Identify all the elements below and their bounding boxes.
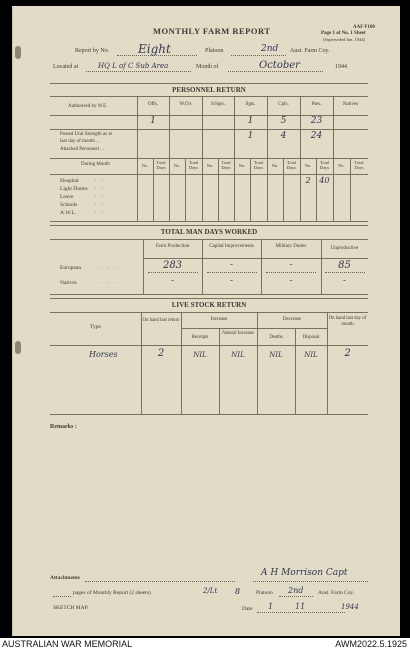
leader-dots: . . .	[101, 265, 118, 270]
col-header: Farm Production	[155, 244, 190, 249]
rule	[50, 225, 368, 226]
rule	[141, 312, 142, 414]
col-header: Capital Improvements	[209, 244, 254, 249]
report-by-label: Report by No.	[75, 48, 110, 54]
european-value: 85	[338, 260, 351, 271]
archive-credit-right: AWM2022.5.1925	[335, 639, 407, 649]
no-label: No.	[338, 163, 345, 168]
located-label: Located at	[53, 64, 79, 70]
livestock-value: NIL	[269, 351, 283, 359]
no-label: No.	[206, 163, 214, 168]
document-sheet	[12, 6, 400, 636]
livestock-value: NIL	[231, 351, 245, 359]
hospital-ptes-days: 40	[319, 176, 330, 185]
col-header: Unproductive	[330, 246, 359, 251]
row-label: Light Duties	[60, 186, 88, 192]
entry-line	[266, 272, 316, 273]
date-day: 1	[268, 602, 274, 611]
archive-credit-bar	[0, 638, 410, 653]
pages-text: pages of Monthly Report (2 sheets)	[73, 590, 151, 596]
form-title: MONTHLY FARM REPORT	[153, 26, 271, 36]
rule	[50, 96, 368, 97]
sig-number: 8	[235, 587, 241, 596]
rule	[50, 345, 368, 346]
rule	[169, 96, 170, 221]
livestock-type-value: Horses	[89, 350, 118, 359]
attachments-label: Attachments	[50, 575, 80, 581]
livestock-value: NIL	[193, 351, 207, 359]
natives-value: -	[342, 276, 347, 286]
rule	[181, 328, 327, 329]
rule	[50, 294, 368, 295]
rule	[50, 158, 368, 159]
disposal-label: Disposal	[302, 335, 320, 340]
platoon-line	[231, 55, 286, 56]
unit-suffix: Aust. Farm Coy.	[290, 48, 330, 54]
rule	[50, 174, 368, 175]
date-line	[257, 612, 345, 613]
leader-dots: . .	[95, 178, 105, 183]
rule	[137, 96, 138, 221]
no-label: No.	[271, 163, 279, 168]
attached-label: Attached Personnel . .	[60, 147, 105, 152]
posted-value: 1	[247, 131, 254, 141]
entry-line	[325, 272, 365, 273]
rule	[257, 312, 258, 414]
entry-line	[148, 272, 198, 273]
receipts-label: Receipts	[191, 335, 209, 340]
natural-increase-label: Natural Increase	[222, 331, 254, 336]
leader-dots: . .	[95, 186, 105, 191]
rule	[295, 328, 296, 414]
platoon-line	[279, 596, 313, 597]
rule	[50, 298, 368, 299]
footer-platoon-value: 2nd	[288, 586, 304, 595]
natives-label: Natives	[60, 280, 77, 286]
leader-dots: . .	[95, 194, 105, 199]
row-label: A.W.L.	[60, 210, 77, 216]
pages-line	[53, 596, 71, 597]
authorised-value: 1	[247, 116, 254, 126]
rule	[333, 96, 334, 221]
natives-value: -	[170, 276, 175, 286]
rule	[234, 96, 235, 221]
signature-line	[253, 581, 368, 582]
total-days-label: Total Days	[354, 160, 364, 170]
form-superseded: (Superseded Jan. 1944)	[323, 37, 366, 42]
no-label: No.	[141, 163, 149, 168]
total-days-label: Total Days	[221, 160, 231, 170]
punch-hole	[15, 341, 21, 354]
remarks-label: Remarks :	[50, 424, 77, 430]
rule	[50, 221, 368, 222]
rule	[219, 328, 220, 414]
rule	[50, 129, 368, 130]
col-header: Cpls.	[278, 102, 289, 107]
footer-unit-suffix: Aust. Farm Coy.	[318, 590, 355, 596]
deaths-label: Deaths	[269, 335, 283, 340]
authorised-label: Authorised by W.E.	[68, 104, 108, 109]
total-days-label: Total Days	[156, 160, 166, 170]
rule	[300, 96, 301, 221]
sig-prefix: 2/Lt	[203, 587, 218, 595]
authorised-value: 5	[280, 116, 287, 126]
col-header: Military Duties	[275, 244, 307, 249]
row-label: Leave	[60, 194, 74, 200]
total-days-label: Total Days	[188, 160, 199, 170]
european-value: -	[229, 260, 234, 270]
type-label: Type	[90, 324, 101, 330]
natives-value: -	[229, 276, 234, 286]
entry-line	[207, 272, 257, 273]
located-value: HQ L of C Sub Area	[98, 62, 169, 70]
increase-label: Increase	[210, 317, 228, 322]
archive-credit-left: AUSTRALIAN WAR MEMORIAL	[2, 639, 133, 649]
man-days-title: TOTAL MAN DAYS WORKED	[160, 228, 258, 236]
leader-dots: . .	[95, 210, 105, 215]
platoon-value: 2nd	[261, 44, 279, 54]
month-line	[228, 71, 323, 72]
row-label: Hospital	[60, 178, 79, 184]
no-label: No.	[238, 163, 246, 168]
total-days-label: Total Days	[319, 160, 330, 170]
month-value: October	[259, 60, 300, 71]
located-line	[86, 71, 191, 72]
form-code: AAF F100	[353, 25, 375, 30]
date-year: 1944	[341, 603, 359, 611]
total-days-label: Total Days	[253, 160, 264, 170]
on-hand-last-return-label: On hand last return	[142, 318, 180, 323]
col-header: Offs.	[147, 102, 159, 107]
european-label: European	[60, 265, 82, 271]
rule	[50, 83, 368, 84]
col-header: Natives	[342, 102, 359, 107]
col-header: W.O's	[179, 102, 192, 107]
year-value: 1944	[335, 64, 347, 70]
punch-hole	[15, 46, 21, 59]
posted-value: 4	[280, 131, 287, 141]
authorised-value: 23	[310, 116, 323, 126]
personnel-title: PERSONNEL RETURN	[172, 86, 246, 94]
rule	[202, 96, 203, 221]
european-value: -	[289, 260, 293, 270]
row-label: Schools	[60, 202, 78, 208]
natives-value: -	[289, 276, 293, 286]
on-hand-last-day-label: On hand last day of month	[328, 316, 367, 327]
leader-dots: . .	[95, 202, 105, 207]
during-month-label: During Month	[81, 162, 110, 167]
european-value: 283	[162, 260, 183, 271]
posted-value: 24	[310, 131, 323, 141]
footer-platoon-label: Platoon	[256, 590, 273, 596]
authorised-value: 1	[150, 116, 156, 126]
month-label: Month of	[196, 64, 219, 70]
posted-label: Posted Unit Strength as at	[60, 132, 112, 137]
sketch-map-label: SKETCH MAP.	[53, 605, 89, 611]
rule	[267, 96, 268, 221]
rule	[181, 312, 182, 414]
leader-dots: . . .	[101, 280, 118, 285]
col-header: S/Sgts.	[210, 102, 226, 107]
report-by-value: Eight	[138, 42, 171, 56]
rule	[50, 414, 368, 415]
date-month: 11	[295, 602, 306, 611]
form-page-info: Page 1 of No. 1 Sheet	[321, 31, 366, 36]
posted-label: last day of month . .	[60, 139, 100, 144]
rule	[143, 258, 368, 259]
rule	[50, 312, 368, 313]
col-header: Sgts.	[245, 102, 256, 107]
livestock-title: LIVE STOCK RETURN	[171, 301, 247, 309]
no-label: No.	[304, 163, 312, 168]
total-days-label: Total Days	[286, 160, 297, 170]
col-header: Ptes.	[311, 102, 322, 107]
attachments-line	[85, 581, 235, 582]
signature: A H Morrison Capt	[261, 568, 348, 578]
livestock-value: 2	[157, 348, 165, 359]
livestock-value: 2	[344, 348, 351, 359]
decrease-label: Decrease	[282, 317, 302, 322]
no-label: No.	[173, 163, 181, 168]
livestock-value: NIL	[304, 351, 318, 359]
platoon-label: Platoon	[205, 48, 224, 54]
date-label: Date	[242, 606, 253, 612]
hospital-ptes-no: 2	[305, 176, 311, 185]
